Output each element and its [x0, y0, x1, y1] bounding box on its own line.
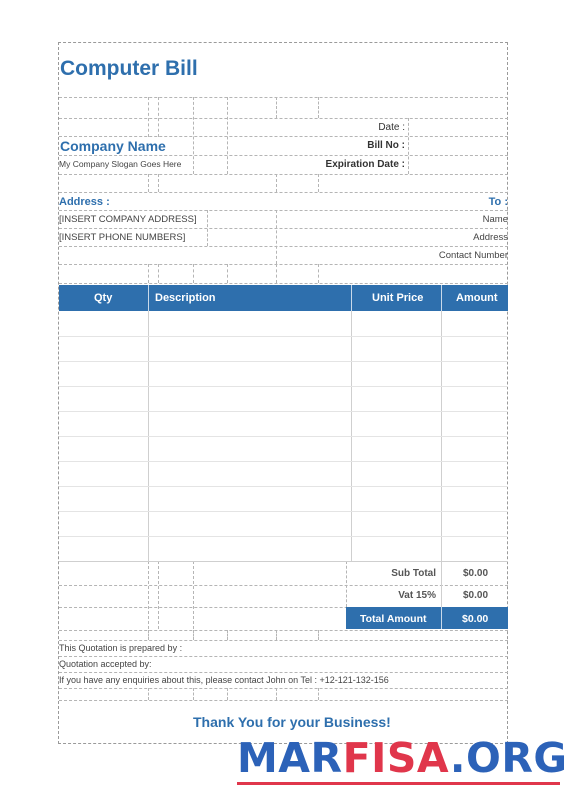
prepared-by[interactable]: This Quotation is prepared by : — [59, 643, 183, 653]
watermark-part1: MAR — [237, 734, 343, 782]
date-label: Date : — [378, 122, 405, 133]
watermark-underline — [237, 782, 560, 785]
to-label: To : — [488, 196, 508, 208]
to-contact-number[interactable]: Contact Number — [438, 250, 508, 261]
expiration-date-label: Expiration Date : — [325, 159, 405, 170]
table-row[interactable] — [59, 436, 508, 437]
thank-you-message: Thank You for your Business! — [193, 714, 391, 730]
total-amount-label: Total Amount — [360, 613, 427, 625]
table-row[interactable] — [59, 386, 508, 387]
col-amount: Amount — [456, 292, 498, 304]
table-row[interactable] — [59, 511, 508, 512]
table-row[interactable] — [59, 536, 508, 537]
table-row[interactable] — [59, 411, 508, 412]
to-address[interactable]: Address — [473, 232, 508, 243]
address-label: Address : — [59, 196, 110, 208]
bill-no-label: Bill No : — [367, 140, 405, 151]
enquiries-note: If you have any enquiries about this, please contact John on Tel : +12-121-132-156 — [59, 675, 389, 685]
to-name[interactable]: Name — [482, 214, 508, 225]
subtotal-label: Sub Total — [391, 568, 436, 579]
company-phone[interactable]: [INSERT PHONE NUMBERS] — [59, 232, 186, 243]
company-slogan[interactable]: My Company Slogan Goes Here — [59, 159, 182, 169]
marfisa-watermark-logo — [237, 734, 568, 782]
table-row[interactable] — [59, 336, 508, 337]
accepted-by[interactable]: Quotation accepted by: — [59, 659, 152, 669]
company-address[interactable]: [INSERT COMPANY ADDRESS] — [59, 214, 197, 225]
col-description: Description — [155, 292, 216, 304]
document-title: Computer Bill — [60, 57, 198, 80]
total-amount-value: $0.00 — [462, 613, 489, 625]
vat-value: $0.00 — [463, 590, 489, 601]
col-qty: Qty — [94, 292, 113, 304]
vat-label: Vat 15% — [398, 590, 436, 601]
table-row[interactable] — [59, 361, 508, 362]
table-row[interactable] — [59, 486, 508, 487]
watermark-part2: FISA — [342, 734, 450, 782]
table-row[interactable] — [59, 461, 508, 462]
col-unit-price: Unit Price — [372, 292, 424, 304]
watermark-part3: .ORG — [449, 734, 568, 782]
subtotal-value: $0.00 — [463, 568, 489, 579]
company-name[interactable]: Company Name — [60, 138, 166, 154]
